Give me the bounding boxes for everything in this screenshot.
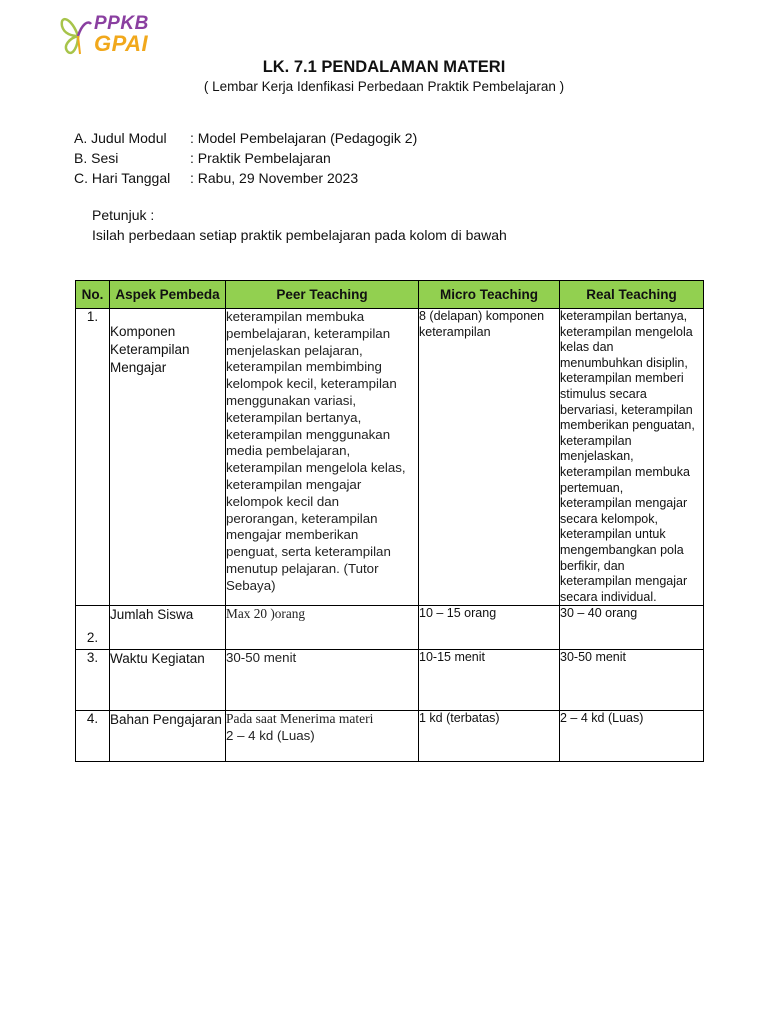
table-row xyxy=(76,606,704,650)
cell-peer xyxy=(226,711,419,762)
cell-micro: 1 kd (terbatas) xyxy=(419,711,560,762)
module-info xyxy=(74,128,417,188)
info-label: B. Sesi xyxy=(74,150,119,166)
instructions xyxy=(92,205,507,245)
table-row xyxy=(76,309,704,606)
instructions-label: Petunjuk : xyxy=(92,207,155,223)
cell-aspek: Komponen Keterampilan Mengajar xyxy=(110,309,226,606)
cell-peer-line: Pada saat Menerima materi xyxy=(226,711,374,727)
info-value: : Praktik Pembelajaran xyxy=(190,150,331,166)
cell-peer-line: 2 – 4 kd (Luas) xyxy=(226,728,315,744)
info-row-judul-modul xyxy=(74,128,417,148)
cell-no: 2. xyxy=(76,606,110,650)
cell-no: 1. xyxy=(76,309,110,606)
logo-text xyxy=(94,14,149,54)
cell-no: 4. xyxy=(76,711,110,762)
cell-real: keterampilan bertanya, keterampilan mengelola kelas dan menumbuhkan disiplin, keterampilan memberi stimulus secara bervariasi, keterampilan memberikan penguatan, keterampilan menjelaskan, keterampilan membuka pertemuan, keterampilan mengajar secara kelompok, keterampilan untuk mengembangkan pola berfikir, dan keterampilan mengajar secara individual. xyxy=(560,309,704,606)
cell-peer: keterampilan membuka pembelajaran, keterampilan menjelaskan pelajaran, keterampilan membimbing kelompok kecil, keterampilan menggunakan variasi, keterampilan bertanya, keterampilan menggunakan media pembelajaran, keterampilan mengelola kelas, keterampilan mengajar kelompok kecil dan perorangan, keterampilan mengajar memberikan penguat, serta keterampilan menutup pelajaran. (Tutor Sebaya) xyxy=(226,309,419,606)
info-row-sesi xyxy=(74,148,417,168)
comparison-table xyxy=(75,280,704,762)
logo-line-gpai: GPAI xyxy=(94,31,149,56)
info-row-hari-tanggal xyxy=(74,168,417,188)
document-title: LK. 7.1 PENDALAMAN MATERI xyxy=(262,58,506,76)
header-micro-teaching: Micro Teaching xyxy=(419,281,560,309)
butterfly-icon xyxy=(58,12,98,58)
table-header-row xyxy=(76,281,704,309)
document-subtitle: ( Lembar Kerja Idenfikasi Perbedaan Praktik Pembelajaran ) xyxy=(203,79,565,94)
cell-peer: 30-50 menit xyxy=(226,650,419,711)
cell-aspek: Jumlah Siswa xyxy=(110,606,226,650)
cell-no: 3. xyxy=(76,650,110,711)
header-peer-teaching: Peer Teaching xyxy=(226,281,419,309)
info-label: C. Hari Tanggal xyxy=(74,170,171,186)
header-real-teaching: Real Teaching xyxy=(560,281,704,309)
ppkb-gpai-logo xyxy=(58,12,168,60)
cell-aspek: Waktu Kegiatan xyxy=(110,650,226,711)
table-row xyxy=(76,650,704,711)
cell-micro: 10-15 menit xyxy=(419,650,560,711)
cell-aspek: Bahan Pengajaran xyxy=(110,711,226,762)
info-label: A. Judul Modul xyxy=(74,130,167,146)
cell-peer: Max 20 )orang xyxy=(226,606,419,650)
cell-micro: 8 (delapan) komponen keterampilan xyxy=(419,309,560,606)
info-value: : Model Pembelajaran (Pedagogik 2) xyxy=(190,130,418,146)
cell-real: 30 – 40 orang xyxy=(560,606,704,650)
cell-micro: 10 – 15 orang xyxy=(419,606,560,650)
header-aspek-pembeda: Aspek Pembeda xyxy=(110,281,226,309)
cell-real: 30-50 menit xyxy=(560,650,704,711)
table-row xyxy=(76,711,704,762)
cell-real: 2 – 4 kd (Luas) xyxy=(560,711,704,762)
instructions-text: Isilah perbedaan setiap praktik pembelajaran pada kolom di bawah xyxy=(92,227,507,243)
logo-line-ppkb: PPKB xyxy=(94,13,149,34)
info-value: : Rabu, 29 November 2023 xyxy=(190,170,359,186)
header-no: No. xyxy=(76,281,110,309)
